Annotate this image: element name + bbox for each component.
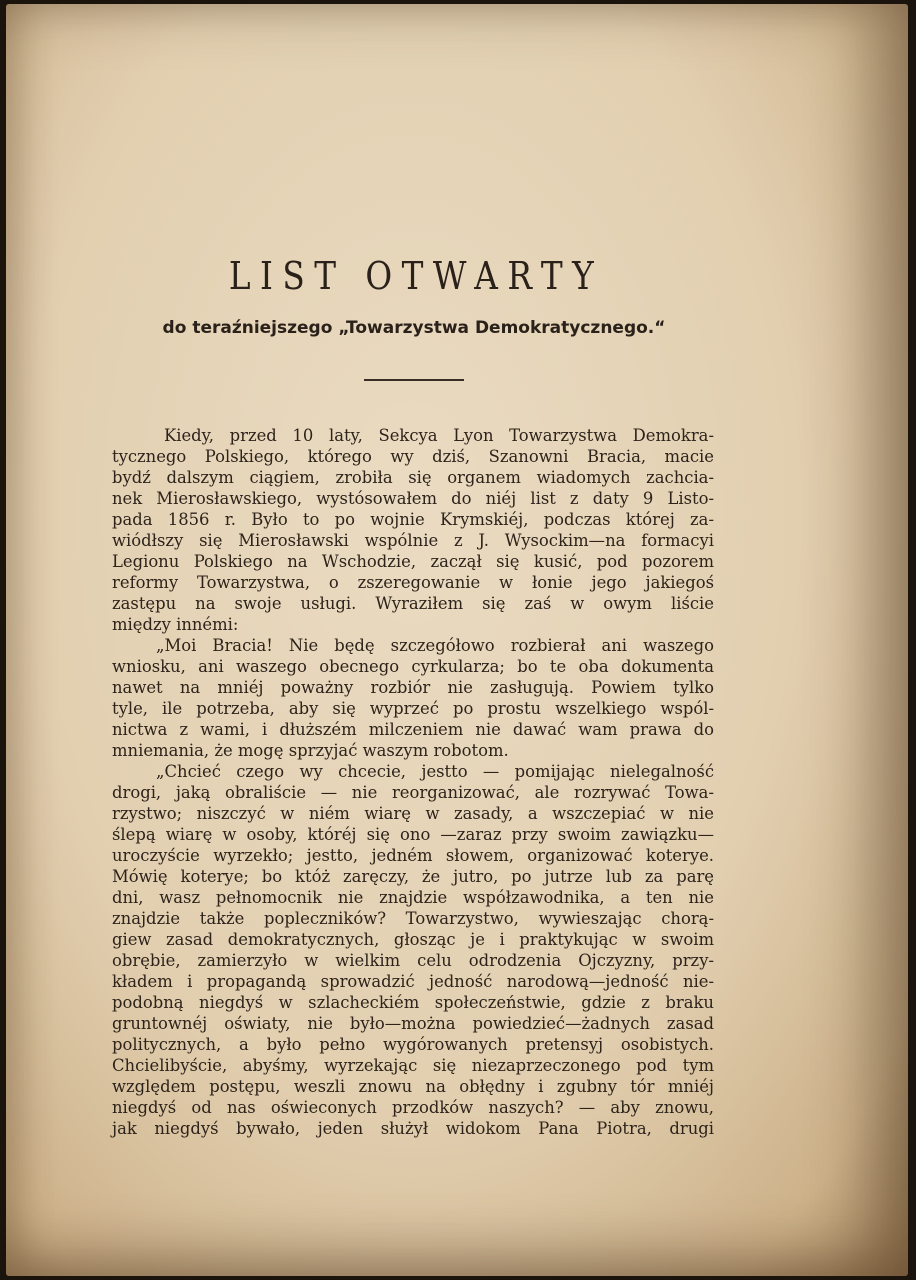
text-line: znajdzie także popleczników? Towarzystwo, wywieszając chorą- bbox=[112, 909, 714, 928]
text-line: Chcielibyście, abyśmy, wyrzekając się niezaprzeczonego pod tym bbox=[112, 1056, 714, 1075]
text-line: reformy Towarzystwa, o zszeregowanie w łonie jego jakiegoś bbox=[112, 573, 714, 592]
text-line: Legionu Polskiego na Wschodzie, zaczął się kusić, pod pozorem bbox=[112, 552, 714, 571]
text-line: giew zasad demokratycznych, głosząc je i praktykując w swoim bbox=[112, 930, 714, 949]
text-line: względem postępu, weszli znowu na obłędny i zgubny tór mniéj bbox=[112, 1077, 714, 1096]
page-title: LIST OTWARTY bbox=[228, 254, 604, 298]
text-line: „Chcieć czego wy chcecie, jestto — pomijając nielegalność bbox=[156, 762, 714, 781]
text-line: zastępu na swoje usługi. Wyraziłem się zaś w owym liście bbox=[112, 594, 714, 613]
title-divider bbox=[364, 379, 464, 381]
text-line: podobną niegdyś w szlacheckiém społeczeństwie, gdzie z braku bbox=[112, 993, 714, 1012]
text-line: nek Mierosławskiego, wystósowałem do niéj list z daty 9 Listo- bbox=[112, 489, 714, 508]
text-line: Kiedy, przed 10 laty, Sekcya Lyon Towarzystwa Demokra- bbox=[164, 426, 714, 445]
text-line: rzystwo; niszczyć w niém wiarę w zasady, a wszczepiać w nie bbox=[112, 804, 714, 823]
page-subtitle: do teraźniejszego „Towarzystwa Demokratycznego.“ bbox=[162, 318, 666, 338]
text-line: jak niegdyś bywało, jeden służył widokom Pana Piotra, drugi bbox=[112, 1119, 714, 1138]
text-line: drogi, jaką obraliście — nie reorganizować, ale rozrywać Towa- bbox=[112, 783, 714, 802]
text-line: niegdyś od nas oświeconych przodków naszych? — aby znowu, bbox=[112, 1098, 714, 1117]
book-page bbox=[6, 4, 908, 1276]
text-line: między innémi: bbox=[112, 615, 239, 634]
text-line: nawet na mniéj poważny rozbiór nie zasługują. Powiem tylko bbox=[112, 678, 714, 697]
text-line: obrębie, zamierzyło w wielkim celu odrodzenia Ojczyzny, przy- bbox=[112, 951, 714, 970]
text-line: ślepą wiarę w osoby, któréj się ono —zaraz przy swoim zawiązku— bbox=[112, 825, 714, 844]
text-line: bydź dalszym ciągiem, zrobiła się organem wiadomych zachcia- bbox=[112, 468, 714, 487]
text-line: „Moi Bracia! Nie będę szczegółowo rozbierał ani waszego bbox=[156, 636, 714, 655]
text-line: gruntownéj oświaty, nie było—można powiedzieć—żadnych zasad bbox=[112, 1014, 714, 1033]
text-line: tycznego Polskiego, którego wy dziś, Szanowni Bracia, macie bbox=[112, 447, 714, 466]
text-line: nictwa z wami, i dłuższém milczeniem nie dawać wam prawa do bbox=[112, 720, 714, 739]
letter-body bbox=[112, 425, 714, 1139]
text-line: pada 1856 r. Było to po wojnie Krymskiéj, podczas której za- bbox=[112, 510, 714, 529]
text-line: kładem i propagandą sprowadzić jedność narodową—jedność nie- bbox=[112, 972, 714, 991]
text-line: wiódłszy się Mierosławski wspólnie z J. Wysockim—na formacyi bbox=[112, 531, 714, 550]
text-line: mniemania, że mogę sprzyjać waszym robotom. bbox=[112, 741, 509, 760]
text-line: uroczyście wyrzekło; jestto, jedném słowem, organizować koterye. bbox=[112, 846, 714, 865]
text-line: politycznych, a było pełno wygórowanych pretensyj osobistych. bbox=[112, 1035, 714, 1054]
text-line: tyle, ile potrzeba, aby się wyprzeć po prostu wszelkiego wspól- bbox=[112, 699, 714, 718]
text-line: Mówię koterye; bo któż zaręczy, że jutro, po jutrze lub za parę bbox=[112, 867, 714, 886]
text-line: dni, wasz pełnomocnik nie znajdzie współzawodnika, a ten nie bbox=[112, 888, 714, 907]
text-line: wniosku, ani waszego obecnego cyrkularza; bo te oba dokumenta bbox=[112, 657, 714, 676]
